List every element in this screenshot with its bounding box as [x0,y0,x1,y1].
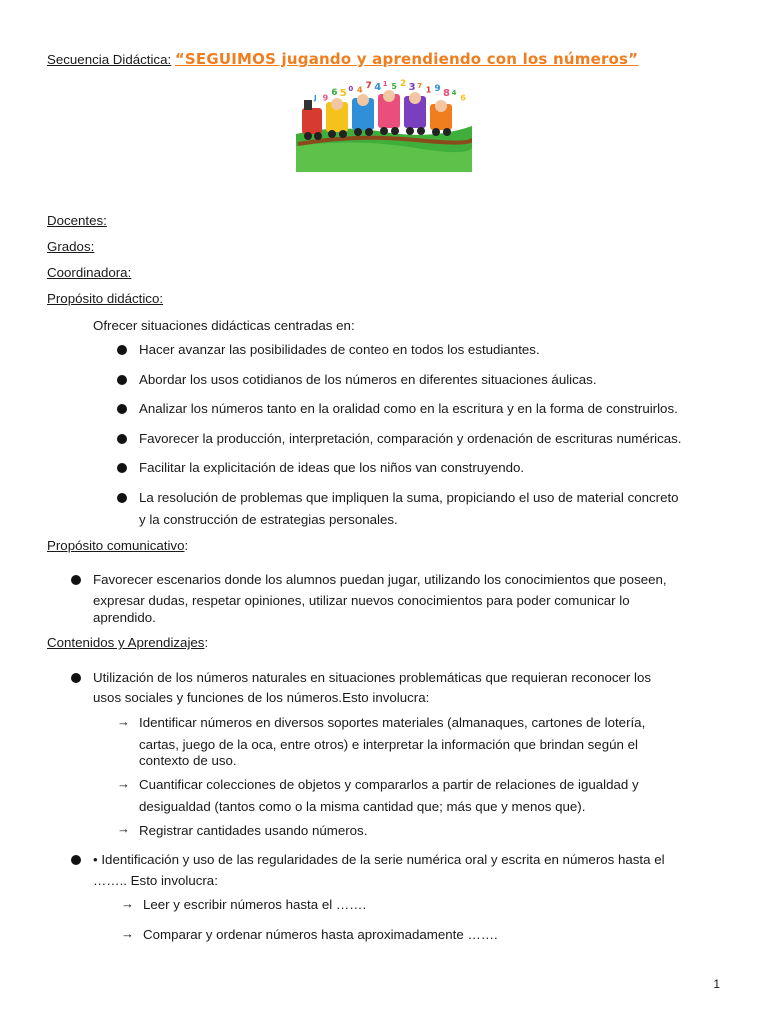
didactico-item: La resolución de problemas que impliquen la suma, propiciando el uso de material concreto [139,490,679,505]
sub-item-line: Identificar números en diversos soportes materiales (almanaques, cartones de lotería, [139,715,646,730]
bullet-icon [71,575,81,585]
comunicativo-line: Favorecer escenarios donde los alumnos puedan jugar, utilizando los conocimientos que poseen, [93,572,667,587]
illustration-number: 7 [365,80,372,91]
illustration-number: 2 [400,79,407,90]
arrow-icon: → [121,896,134,911]
bullet-icon [117,493,127,503]
grados-label: Grados: [47,239,95,254]
illustration-number: 4 [357,85,363,95]
comunicativo-colon: : [184,538,189,553]
illustration-number: 5 [391,82,397,91]
illustration-number: 9 [322,93,329,103]
page-number: 1 [713,977,720,991]
didactico-item: Hacer avanzar las posibilidades de conteo en todos los estudiantes. [139,342,540,357]
comunicativo-heading-text: Propósito comunicativo [47,538,185,553]
sub-item-line: contexto de uso. [139,753,237,768]
illustration-number: 6 [460,93,466,103]
didactico-item: Abordar los usos cotidianos de los números en diferentes situaciones áulicas. [139,372,597,387]
didactico-item: Facilitar la explicitación de ideas que los niños van construyendo. [139,460,525,475]
sub-item-line: Leer y escribir números hasta el ……. [143,897,367,912]
didactico-item-continued: y la construcción de estrategias personales. [139,512,398,527]
comunicativo-line: expresar dudas, respetar opiniones, utilizar nuevos conocimientos para poder comunicar lo [93,593,630,608]
sub-item-line: Cuantificar colecciones de objetos y compararlos a partir de relaciones de igualdad y [139,777,639,792]
bullet-icon [71,673,81,683]
didactico-item: Favorecer la producción, interpretación, comparación y ordenación de escrituras numéricas. [139,431,682,446]
bullet-icon [117,404,127,414]
sequence-title: “SEGUIMOS jugando y aprendiendo con los números” [174,50,639,68]
contenidos-item1-line: Utilización de los números naturales en situaciones problemáticas que requieran reconocer los [93,670,652,685]
docentes-label: Docentes: [47,213,107,228]
sub-item-line: Registrar cantidades usando números. [139,823,368,838]
bullet-icon [117,375,127,385]
illustration-number: 6 [331,88,338,99]
illustration-number: 0 [348,85,354,93]
document-title [47,51,638,68]
illustration-number: 4 [451,89,457,98]
contenidos-heading [47,634,208,651]
didactico-intro: Ofrecer situaciones didácticas centradas en: [93,318,355,333]
proposito-didactico-heading: Propósito didáctico: [47,291,164,306]
bullet-icon [117,345,127,355]
illustration-number: 1 [425,85,432,95]
illustration-number: 7 [417,81,423,90]
train-illustration [296,74,472,172]
contenidos-colon: : [204,635,209,650]
comunicativo-line: aprendido. [93,610,156,625]
didactico-item: Analizar los números tanto en la oralidad como en la escritura y en la forma de construirlos. [139,401,678,416]
proposito-comunicativo-heading [47,537,188,554]
illustration-number: 8 [443,88,450,99]
illustration-number: 3 [408,81,416,93]
coordinadora-label: Coordinadora: [47,265,132,280]
arrow-icon: → [117,776,130,791]
arrow-icon: → [117,714,130,729]
sub-item-line: desigualdad (tantos como o la misma cantidad que; más que y menos que). [139,799,586,814]
illustration-number: 4 [374,81,382,93]
illustration-number: 5 [339,88,347,99]
illustration-number: J [314,94,317,102]
sequence-label: Secuencia Didáctica: [47,52,172,67]
contenidos-item2-line: • Identificación y uso de las regularidades de la serie numérica oral y escrita en números hasta el [93,852,665,867]
contenidos-heading-text: Contenidos y Aprendizajes [47,635,205,650]
bullet-icon [117,434,127,444]
sub-item-line: cartas, juego de la oca, entre otros) e interpretar la información que brindan según el [139,737,638,752]
arrow-icon: → [117,821,130,836]
train-illustration-svg [296,74,472,172]
illustration-number: 1 [382,80,388,89]
arrow-icon: → [121,926,134,941]
contenidos-item1-line: usos sociales y funciones de los números.Esto involucra: [93,690,430,705]
illustration-number: 9 [434,84,441,94]
contenidos-item2-line: …….. Esto involucra: [93,873,218,888]
bullet-icon [71,855,81,865]
bullet-icon [117,463,127,473]
sub-item-line: Comparar y ordenar números hasta aproximadamente ……. [143,927,498,942]
